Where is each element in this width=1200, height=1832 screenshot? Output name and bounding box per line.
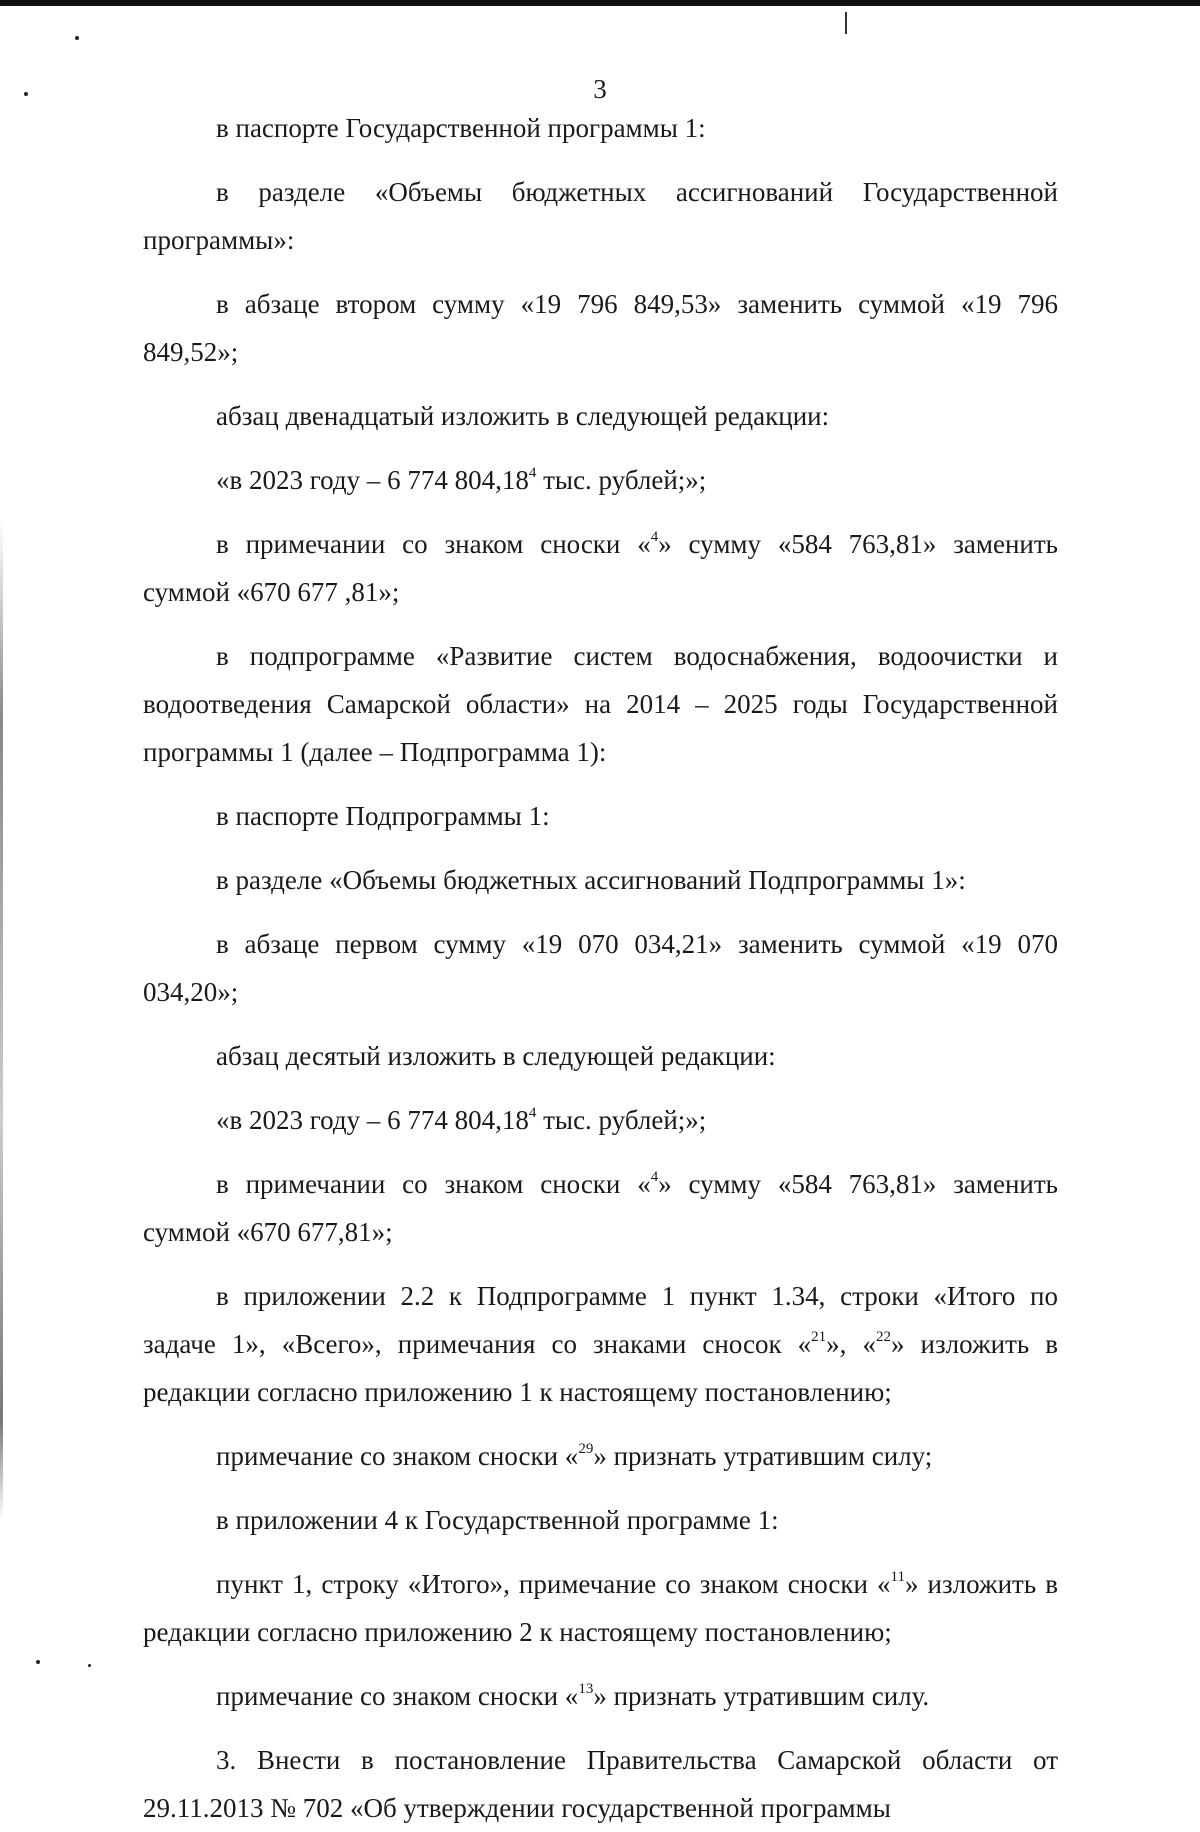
footnote-mark: 11 bbox=[890, 1569, 905, 1585]
paragraph: в паспорте Государственной программы 1: bbox=[216, 113, 706, 143]
scan-speck bbox=[88, 1664, 91, 1667]
paragraph: примечание со знаком сноски «$^{29}$» признать утратившим силу; bbox=[216, 1441, 933, 1471]
page-number: 3 bbox=[593, 74, 607, 104]
scan-border-top bbox=[0, 0, 1200, 6]
paragraph: в примечании со знаком сноски «$^4$» сумму «584 763,81» заменить суммой «670 677 ,81»; bbox=[143, 529, 1058, 607]
paragraph: примечание со знаком сноски «$^{13}$» признать утратившим силу. bbox=[216, 1681, 930, 1711]
scan-speck bbox=[36, 1660, 40, 1664]
document-body bbox=[143, 104, 1058, 1832]
scan-mark bbox=[845, 12, 847, 34]
paragraph: в примечании со знаком сноски «$^4$» сумму «584 763,81» заменить суммой «670 677,81»; bbox=[143, 1169, 1058, 1247]
paragraph: в паспорте Подпрограммы 1: bbox=[216, 801, 550, 831]
footnote-mark: 4 bbox=[650, 529, 659, 545]
footnote-mark: 22 bbox=[875, 1329, 891, 1345]
paragraph: в приложении 2.2 к Подпрограмме 1 пункт 1.34, строки «Итого по задаче 1», «Всего», примечания со знаками сносок «$^{21}$», «$^{22}$» изложить в редакции согласно приложению 1 к настоящему постановлению; bbox=[143, 1281, 1058, 1407]
footnote-mark: 13 bbox=[578, 1681, 594, 1697]
paragraph: 3. Внести в постановление Правительства Самарской области от 29.11.2013 № 702 «Об утверждении государственной программы bbox=[143, 1745, 1058, 1823]
footnote-mark: 29 bbox=[578, 1441, 594, 1457]
footnote-mark: 4 bbox=[650, 1169, 659, 1185]
footnote-mark: 4 bbox=[528, 1105, 537, 1121]
paragraph: в абзаце первом сумму «19 070 034,21» заменить суммой «19 070 034,20»; bbox=[143, 929, 1058, 1007]
paragraph: абзац двенадцатый изложить в следующей редакции: bbox=[216, 401, 830, 431]
paragraph: в разделе «Объемы бюджетных ассигнований Государственной программы»: bbox=[143, 177, 1058, 255]
footnote-mark: 4 bbox=[528, 465, 537, 481]
paragraph: пункт 1, строку «Итого», примечание со знаком сноски «$^{11}$» изложить в редакции согласно приложению 2 к настоящему постановлению; bbox=[143, 1569, 1058, 1647]
paragraph: в подпрограмме «Развитие систем водоснабжения, водоочистки и водоотведения Самарской области» на 2014 – 2025 годы Государственной программы 1 (далее – Подпрограмма 1): bbox=[143, 641, 1058, 767]
paragraph: «в 2023 году – 6 774 804,18$^4$ тыс. рублей;»; bbox=[216, 1105, 707, 1135]
paragraph: в абзаце втором сумму «19 796 849,53» заменить суммой «19 796 849,52»; bbox=[143, 289, 1058, 367]
paragraph: «в 2023 году – 6 774 804,18$^4$ тыс. рублей;»; bbox=[216, 465, 707, 495]
scan-speck bbox=[75, 36, 79, 40]
footnote-mark: 21 bbox=[811, 1329, 827, 1345]
scan-border-left bbox=[0, 520, 3, 1520]
paragraph: в приложении 4 к Государственной программе 1: bbox=[216, 1505, 779, 1535]
paragraph: в разделе «Объемы бюджетных ассигнований Подпрограммы 1»: bbox=[216, 865, 966, 895]
paragraph: абзац десятый изложить в следующей редакции: bbox=[216, 1041, 776, 1071]
